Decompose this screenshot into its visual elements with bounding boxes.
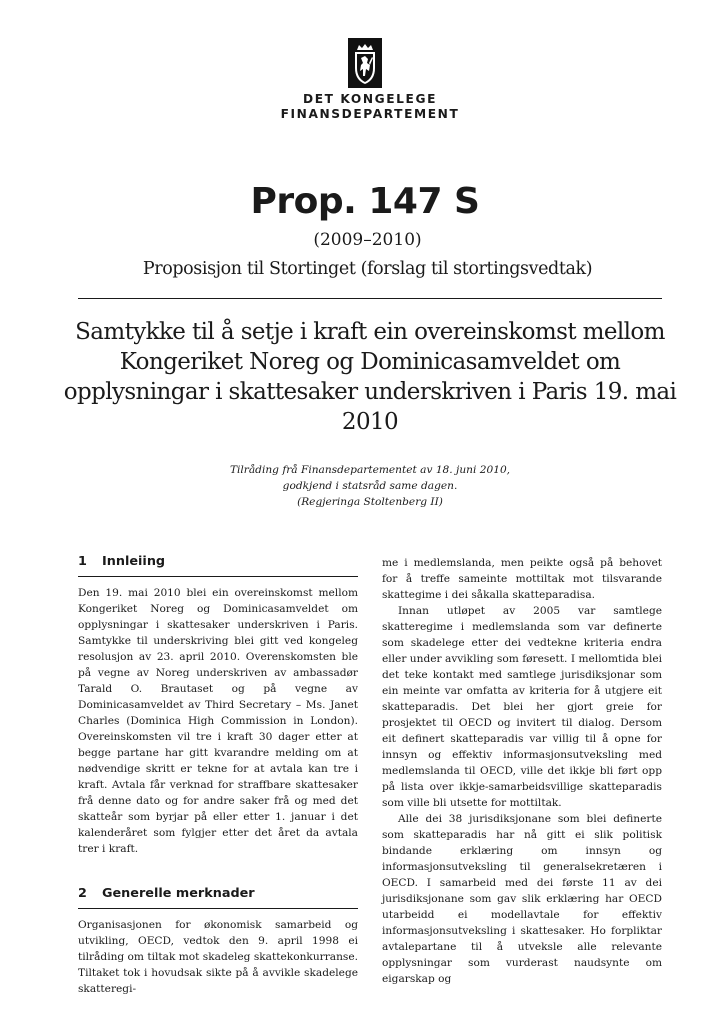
section-paragraph: Organisasjonen for økonomisk samarbeid og utvikling, OECD, vedtok den 9. april 1998 ei tilråding om tiltak mot skadeleg skattekonkurranse. Tiltaket tok i hovudsak sikte på å avvikle skadelege skatteregi- bbox=[78, 919, 358, 995]
ministry-line1: DET KONGELEGE bbox=[302, 92, 437, 106]
section-divider bbox=[78, 576, 358, 577]
session-years: (2009–2010) bbox=[313, 230, 422, 250]
section-title: Generelle merknader bbox=[102, 886, 255, 901]
left-column bbox=[78, 553, 358, 997]
body-paragraph: Innan utløpet av 2005 var samtlege skatteregime i medlemslanda som var definerte som skadelege etter dei vedtekne kriteria endra eller under avvikling som føresett. I mellomtida blei det teke kontakt med samtlege jurisdiksjonar som ein meinte var omfatta av kriteria for å utgjere eit skatteparadis. Det blei her gjort greie for prosjektet til OECD og invitert til dialog. Dersom eit definert skatteparadis var villig til å opne for innsyn og effektiv informasjonsutveksling med medlemslanda til OECD, ville det ikkje bli ført opp på lista over ikkje-samarbeidsvillige skatteparadis som ville bli utsette for mottiltak. bbox=[382, 605, 662, 809]
continued-paragraph: me i medlemslanda, men peikte også på behovet for å treffe sameinte mottiltak mot tilsvarande skattegime i dei såkalla skatteparadisa. bbox=[382, 557, 662, 601]
recommendation-line1: Tilråding frå Finansdepartementet av 18. juni 2010, bbox=[229, 464, 511, 476]
coat-of-arms-logo bbox=[348, 38, 382, 88]
ministry-line2: FINANSDEPARTEMENT bbox=[280, 107, 460, 121]
recommendation-line3: (Regjeringa Stoltenberg II) bbox=[297, 496, 443, 508]
proposal-type: Proposisjon til Stortinget (forslag til stortingsvedtak) bbox=[142, 259, 593, 279]
body-paragraph: Alle dei 38 jurisdiksjonane som blei definerte som skatteparadis har nå gitt ei slik politisk bindande erklæring om innsyn og informasjonsutveksling til generalsekretæren i OECD. I samarbeid med dei første 11 av dei jurisdiksjonane som gav slik erklæring har OECD utarbeidd ei modellavtale for effektiv informasjonsutveksling i skattesaker. Ho forpliktar avtalepartane til å utveksle alle relevante opplysningar som vurderast naudsynte om eigarskap og bbox=[382, 813, 662, 985]
section-paragraph: Den 19. mai 2010 blei ein overeinskomst mellom Kongeriket Noreg og Dominicasamveldet om opplysningar i skattesaker underskriven i Paris. Samtykke til underskriving blei gitt ved kongeleg resolusjon av 23. april 2010. Overenskomsten ble på vegne av Noreg underskriven av ambassadør Tarald O. Brautaset og på vegne av Dominicasamveldet av Third Secretary – Ms. Janet Charles (Dominica High Commission in London). Overeinskomsten vil tre i kraft 30 dager etter at begge partane har gitt kvarandre melding om at nødvendige skritt er tekne for at avtala kan tre i kraft. Avtala får verknad for straffbare skattesaker frå denne dato og for andre saker frå og med det skatteår som byrjar på eller etter 1. januar i det kalenderåret som fylgjer etter det året da avtala trer i kraft. bbox=[78, 587, 358, 855]
recommendation-note bbox=[150, 462, 590, 510]
section-heading bbox=[78, 553, 358, 571]
section-divider bbox=[78, 908, 358, 909]
ministry-name bbox=[270, 92, 470, 122]
section-number: 2 bbox=[78, 886, 87, 901]
document-title: Samtykke til å setje i kraft ein overeinskomst mellom Kongeriket Noreg og Dominicasamveldet om opplysningar i skattesaker underskriven i Paris 19. mai 2010 bbox=[63, 319, 677, 435]
title-divider bbox=[78, 298, 662, 299]
section-heading bbox=[78, 885, 358, 903]
prop-number: Prop. 147 S bbox=[250, 181, 480, 222]
recommendation-line2: godkjend i statsråd same dagen. bbox=[282, 480, 458, 492]
right-column bbox=[382, 555, 662, 987]
section-title: Innleiing bbox=[102, 554, 166, 569]
section-number: 1 bbox=[78, 554, 87, 569]
